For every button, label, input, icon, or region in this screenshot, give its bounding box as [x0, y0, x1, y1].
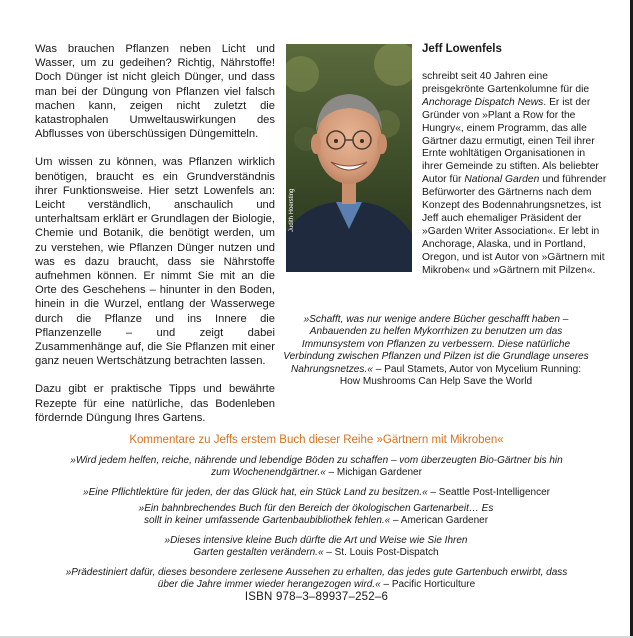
featured-quote	[280, 314, 592, 388]
author-bio	[422, 71, 607, 278]
comment-text: »Wird jedem helfen, reiche, nährende und lebendige Böden zu schaffen – vom überzeugten Bio-Gärtner bis hin zum Wochenendgärtner.«	[70, 455, 563, 479]
comment-4	[151, 535, 481, 559]
comment-text: »Eine Pflichtlektüre für jeden, der das Glück hat, ein Stück Land zu besitzen.«	[83, 487, 428, 498]
featured-quote-attribution: – Paul Stamets, Autor von Mycelium Running: How Mushrooms Can Help Save the World	[339, 363, 582, 388]
author-name: Jeff Lowenfels	[422, 43, 502, 55]
author-photo	[286, 44, 412, 272]
comment-text: »Dieses intensive kleine Buch dürfte die Art und Weise wie Sie Ihren Garten gestalten verändern.«	[164, 535, 468, 559]
blurb-paragraph-1: Was brauchen Pflanzen neben Licht und Wasser, um zu gedeihen? Richtig, Nährstoffe! Doch Dünger ist nicht gleich Dünger, und dass man bei der Düngung von Pflanzen viel falsch machen kann, zeigen nicht zuletzt die katastrophalen Umweltauswirkungen des Abflusses von überschüssigen Düngemitteln.	[35, 43, 275, 141]
comment-1	[60, 455, 573, 479]
comment-text: »Ein bahnbrechendes Buch für den Bereich der ökologischen Gartenarbeit… Es sollt in keiner umfassende Gartenbaubibliothek fehlen.«	[138, 503, 494, 527]
comment-attribution: – Seattle Post-Intelligencer	[427, 487, 550, 498]
blurb-column	[35, 42, 275, 439]
bio-newspaper-title: Anchorage Dispatch News	[422, 96, 544, 108]
comment-5	[60, 567, 573, 591]
blurb-paragraph-3: Dazu gibt er praktische Tipps und bewährte Rezepte für eine natürliche, das Bodenleben fördernde Düngung Ihres Gartens.	[35, 383, 275, 424]
comment-attribution: – American Gardener	[390, 515, 489, 527]
blurb-paragraph-2: Um wissen zu können, was Pflanzen wirklich benötigen, braucht es ein Grundverständnis ihrer Funktionsweise. Hier setzt Lowenfels an: Leicht verständlich, anschaulich und unterhaltsam erklärt er Grundlagen der Biologie, Chemie und Botanik, die benötigt werden, um zu verstehen, wie Pflanzen Dünger nutzen und was es dazu braucht, dass sie Nährstoffe aufnehmen können. Er nimmt Sie mit an die Orte des Geschehens – hinunter in den Boden, hinein in die Wurzel, entlang der Wasserwege durch die Pflanze und ins Innere die Pflanzenzelle – und zeigt dabei Zusammenhänge auf, die Sie Pflanzen mit einer ganz neuen Wertschätzung betrachten lassen.	[35, 156, 275, 368]
featured-quote-text: »Schafft, was nur wenige andere Bücher geschafft haben – Anbauenden zu helfen Mykorrhizen zu benutzen um das Immunsystem von Pflanzen zu verbessern. Diese natürliche Verbindung zwischen Pflanzen und Pilzen ist die Grundlage unseres Nahrungsnetzes.«	[283, 314, 589, 375]
bio-text-part-3: und führender Befürworter des Gärtnerns nach dem Konzept des Bodennahrungsnetzes, ist Jeff auch ehemaliger Präsident der »Garden Writer Association«. Er lebt in Anchorage, Alaska, und in Portland, Oregon, und ist Autor von »Gärtnern mit Mikroben« und »Gärtnern mit Pilzen«.	[422, 174, 607, 276]
comment-attribution: – Michigan Gardener	[325, 467, 422, 479]
comment-text: »Prädestiniert dafür, dieses besondere zerlesene Aussehen zu erhalten, das jedes gute Gartenbuch erwirbt, dass über die Jahre immer wieder herangezogen wird.«	[65, 567, 568, 591]
comment-2	[60, 487, 573, 499]
comments-heading: Kommentare zu Jeffs erstem Buch dieser Reihe »Gärtnern mit Mikroben«	[129, 434, 504, 446]
bio-magazine-title: National Garden	[464, 174, 540, 186]
bio-text-part-2: . Er ist der Gründer von »Plant a Row for the Hungry«, einem Programm, das alle Gärtner dazu ermutigt, einen Teil ihrer Ernte wohltätigen Organisationen in ihrer Gemeinde zu stiften. Als beliebter Autor für	[422, 96, 599, 186]
photo-credit	[288, 222, 328, 232]
comment-attribution: – Pacific Horticulture	[380, 579, 476, 591]
bio-text-part-1: schreibt seit 40 Jahren eine preisgekrönte Gartenkolumne für die	[422, 71, 590, 95]
comment-attribution: – St. Louis Post-Dispatch	[323, 547, 439, 559]
isbn: ISBN 978–3–89937–252–6	[244, 591, 389, 603]
comment-3	[136, 503, 496, 527]
